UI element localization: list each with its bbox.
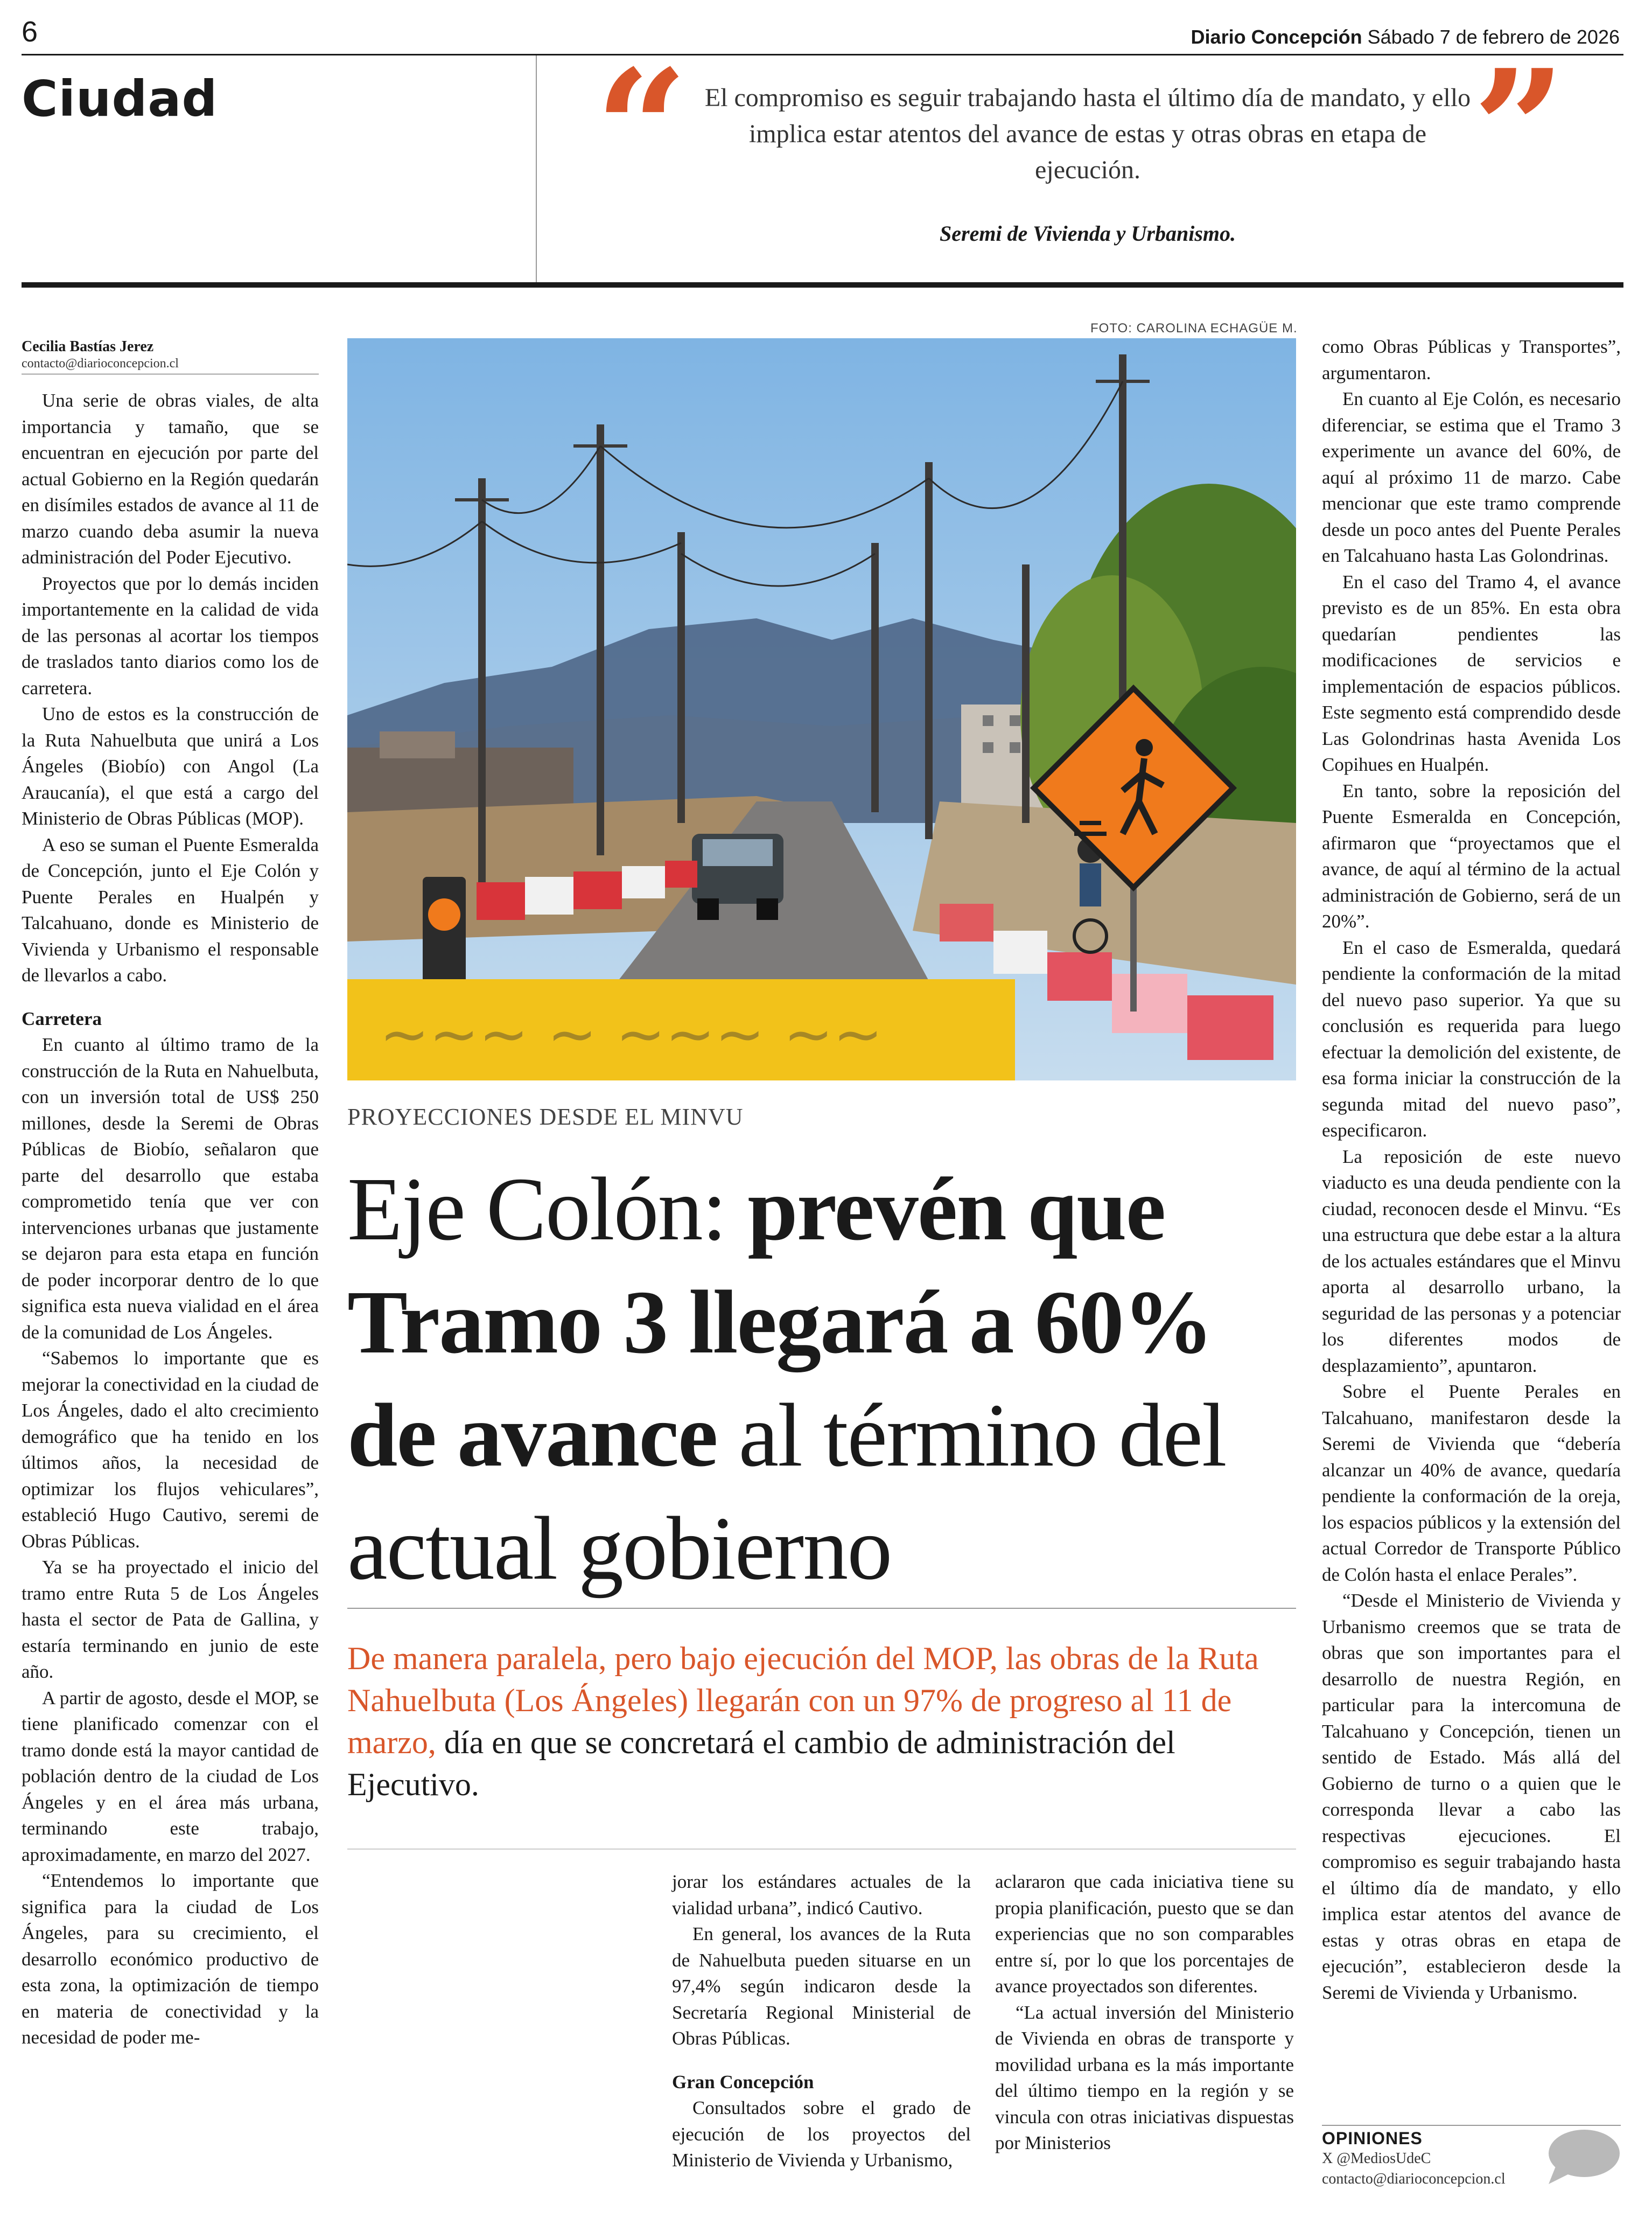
- kicker: PROYECCIONES DESDE EL MINVU: [347, 1104, 744, 1130]
- paragraph: En general, los avances de la Ruta de Nahuelbuta pueden situarse en un 97,4% según indicaron desde la Secretaría Regional Ministerial de Obras Públicas.: [672, 1923, 971, 2049]
- deck-highlight: De manera paralela, pero bajo ejecución del MOP, las obras de la Ruta Nahuelbuta (Los Ángeles) llegarán con un 97% de progreso al 11 de marzo,: [347, 1641, 1259, 1760]
- paragraph: Uno de estos es la construcción de la Ruta Nahuelbuta que unirá a Los Ángeles (Biobío) con Angol (La Araucanía), el que está a cargo del Ministerio de Obras Públicas (MOP).: [22, 703, 319, 829]
- headline-bold: prevén que Tramo 3 llegará a 60% de avance: [347, 1159, 1213, 1485]
- paragraph: En cuanto al último tramo de la construcción de la Ruta en Nahuelbuta, con un inversión total de US$ 250 millones, desde la Seremi de Obras Públicas de Biobío, señalaron que parte del desarrollo que estaba comprometido tenía que ver con intervenciones urbanas que justamente se dejaron para esta etapa en función de poder incorporar dentro de lo que significa esta nueva vialidad en el área de la comunidad de Los Ángeles.: [22, 1034, 319, 1343]
- headline-light-2: al término del actual gobierno: [347, 1385, 1226, 1599]
- paragraph: “Desde el Ministerio de Vivienda y Urbanismo creemos que se trata de obras que son importantes para el desarrollo de nuestra Región, en particular para la intercomuna de Talcahuano y Concepción, tienen un sentido de Estado. Más allá del Gobierno de turno o a quien que le corresponda llevar a cabo las respectivas ejecuciones. El compromiso es seguir trabajando hasta el último día de mandato, y ello implica estar atentos del avance de estas y otras obras en etapa de ejecución”, establecieron desde la Seremi de Vivienda y Urbanismo.: [1322, 1590, 1621, 2003]
- opinions-title: OPINIONES: [1322, 2129, 1423, 2148]
- section-title: Ciudad: [22, 70, 218, 128]
- speech-bubble-icon: [1545, 2128, 1621, 2187]
- opinions-social-handle[interactable]: X @MediosUdeC: [1322, 2150, 1431, 2167]
- subheading-carretera: Carretera: [22, 1008, 102, 1029]
- paragraph: A eso se suman el Puente Esmeralda de Concepción, junto el Eje Colón y Puente Perales en Hualpén y Talcahuano, donde es Ministerio de Vivienda y Urbanismo el responsable de llevarlos a cabo.: [22, 834, 319, 986]
- page-number: 6: [22, 16, 38, 48]
- byline-email[interactable]: contacto@diarioconcepcion.cl: [22, 357, 179, 371]
- paragraph: En el caso de Esmeralda, quedará pendiente la conformación de la mitad del nuevo paso superior. Ya que su conclusión es requerida para luego efectuar la demolición del existente, de esa forma iniciar la construcción de la segunda mitad del nuevo paso”, especificaron.: [1322, 937, 1621, 1141]
- paragraph: Sobre el Puente Perales en Talcahuano, manifestaron desde la Seremi de Vivienda que “debería alcanzar un 40% de avance, quedaría pendiente la conformación de la oreja, los espacios públicos y la extensión del actual Corredor de Transporte Público de Colón hasta el enlace Perales”.: [1322, 1381, 1621, 1585]
- paragraph: “La actual inversión del Ministerio de Vivienda en obras de transporte y movilidad urbana es la más importante del último tiempo en la región y se vincula con otras iniciativas dispuestas por Ministerios: [995, 2001, 1294, 2153]
- paragraph: En tanto, sobre la reposición del Puente Esmeralda en Concepción, afirmaron que “proyectamos que el avance, de aquí al término de la actual administración de Gobierno, será de un 20%”.: [1322, 780, 1621, 932]
- paragraph: La reposición de este nuevo viaducto es una deuda pendiente con la ciudad, reconocen desde el Minvu. “Es una estructura que debe estar a la altura de los actuales estándares que el Minvu aporta al desarrollo urbano, la seguridad de las personas y a potenciar los diferentes modos de desplazamiento”, apuntaron.: [1322, 1146, 1621, 1376]
- road-works-illustration: [347, 338, 1296, 1080]
- paragraph: Una serie de obras viales, de alta importancia y tamaño, que se encuentran en ejecución por parte del actual Gobierno en la Región quedarán en disímiles estados de avance al 11 de marzo cuando deba asumir la nueva administración del Poder Ejecutivo.: [22, 390, 319, 568]
- close-quote-icon: ”: [1473, 34, 1566, 224]
- paragraph: jorar los estándares actuales de la vialidad urbana”, indicó Cautivo.: [672, 1871, 971, 1919]
- deck-rest: día en que se concretará el cambio de administración del Ejecutivo.: [347, 1725, 1175, 1802]
- headline-light-1: Eje Colón:: [347, 1159, 748, 1259]
- paragraph: Ya se ha proyectado el inicio del tramo entre Ruta 5 de Los Ángeles hasta el sector de Pata de Gallina, y estaría terminando en junio de este año.: [22, 1557, 319, 1682]
- deck: [347, 1637, 1300, 1805]
- headline: [347, 1153, 1311, 1605]
- paragraph: En el caso del Tramo 4, el avance previsto es de un 85%. En esta obra quedarían pendientes las modificaciones de servicios e implementación de espacios públicos. Este segmento está comprendido desde Las Golondrinas hasta Avenida Los Copihues en Hualpén.: [1322, 571, 1621, 775]
- article-column-2: [672, 1869, 971, 2174]
- article-column-1: [22, 388, 319, 2051]
- pull-quote-source: Seremi de Vivienda y Urbanismo.: [940, 221, 1236, 246]
- paragraph: En cuanto al Eje Colón, es necesario diferenciar, se estima que el Tramo 3 experimente un avance del 60%, de aquí al próximo 11 de marzo. Cabe mencionar que este tramo comprende desde un poco antes del Puente Perales en Talcahuano hasta Las Golondrinas.: [1322, 388, 1621, 566]
- pull-quote-text: El compromiso es seguir trabajando hasta el último día de mandato, y ello implica estar atentos del avance de estas y otras obras en etapa de ejecución.: [704, 83, 1471, 185]
- header-divider: [536, 55, 537, 284]
- opinions-rule: [1322, 2125, 1621, 2126]
- paragraph: Proyectos que por lo demás inciden importantemente en la calidad de vida de las personas al acortar los tiempos de traslados tanto diarios como los de carretera.: [22, 573, 319, 699]
- opinions-email[interactable]: contacto@diarioconcepcion.cl: [1322, 2171, 1506, 2187]
- article-column-4: [1322, 334, 1621, 2006]
- paragraph: A partir de agosto, desde el MOP, se tiene planificado comenzar con el tramo donde está la mayor cantidad de población dentro de la ciudad de Los Ángeles y en el área más urbana, terminando este trabajo, aproximadamente, en marzo del 2027.: [22, 1687, 319, 1865]
- paragraph: Consultados sobre el grado de ejecución de los proyectos del Ministerio de Vivienda y Urbanismo,: [672, 2097, 971, 2171]
- photo-credit: FOTO: CAROLINA ECHAGÜE M.: [1090, 321, 1298, 336]
- top-rule: [22, 54, 1623, 55]
- header-rule: [22, 282, 1623, 288]
- subheading-gran-concepcion: Gran Concepción: [672, 2071, 814, 2092]
- publication-name: Diario Concepción: [1191, 26, 1362, 48]
- article-column-3: [995, 1869, 1294, 2157]
- publication-date: Sábado 7 de febrero de 2026: [1367, 26, 1620, 48]
- article-photo: [347, 338, 1296, 1080]
- paragraph: “Sabemos lo importante que es mejorar la conectividad en la ciudad de Los Ángeles, dado el alto crecimiento demográfico que ha tenido en los últimos años, la necesidad de optimizar los flujos vehiculares”, estableció Hugo Cautivo, seremi de Obras Públicas.: [22, 1348, 319, 1552]
- paragraph: aclararon que cada iniciativa tiene su propia planificación, puesto que se dan experiencias que no son comparables entre sí, por lo que los porcentajes de avance proyectados son diferentes.: [995, 1871, 1294, 1997]
- svg-text:~~~ ~ ~~~ ~~: ~~~ ~ ~~~ ~~: [380, 1000, 883, 1069]
- deck-rule: [347, 1849, 1296, 1850]
- byline-author: Cecilia Bastías Jerez: [22, 338, 154, 355]
- paragraph: como Obras Públicas y Transportes”, argumentaron.: [1322, 336, 1621, 383]
- open-quote-icon: “: [595, 34, 688, 224]
- paragraph: “Entendemos lo importante que significa para la ciudad de Los Ángeles, para su crecimiento, el desarrollo económico productivo de esta zona, la optimización de tiempo en materia de conectividad y la necesidad de poder me-: [22, 1870, 319, 2048]
- headline-rule: [347, 1608, 1296, 1609]
